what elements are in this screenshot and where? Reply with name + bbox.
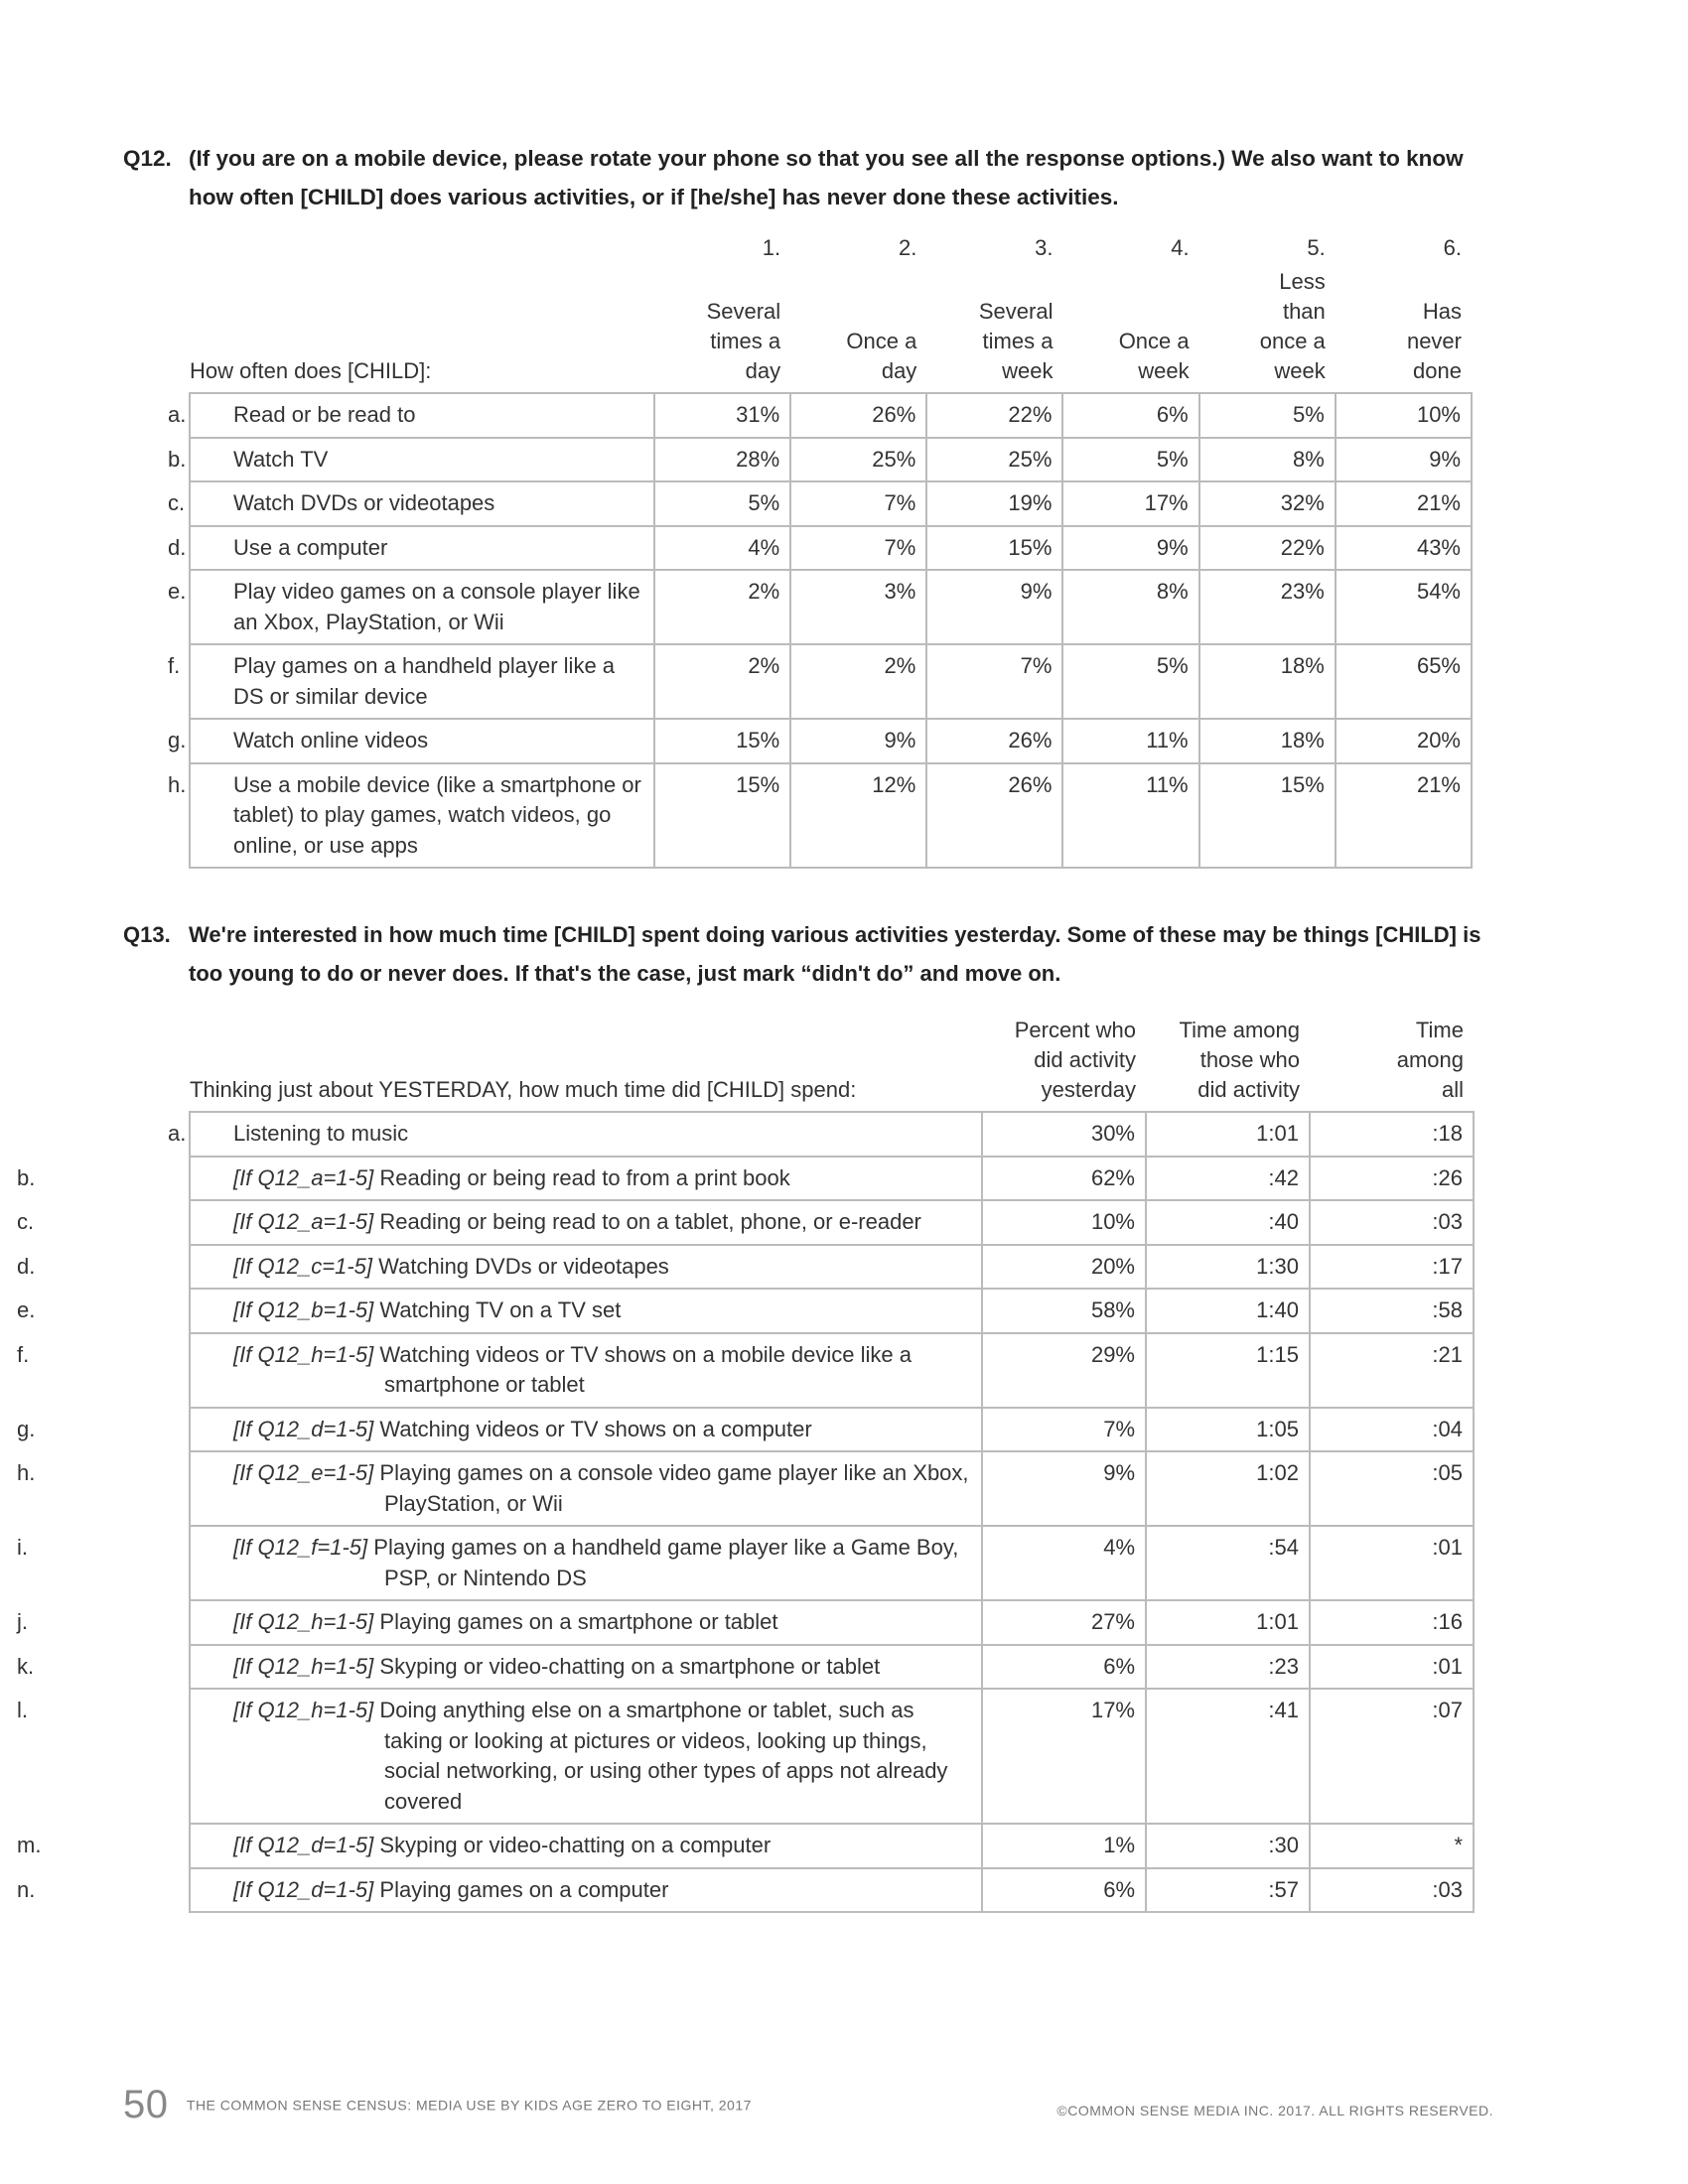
row-value: 15%: [654, 763, 790, 869]
row-value: 19%: [926, 481, 1062, 526]
q13-column-header: [982, 1008, 1146, 1112]
row-condition: [If Q12_h=1-5]: [233, 1698, 374, 1722]
row-letter: e.: [17, 1297, 36, 1322]
row-value: 1:01: [1146, 1112, 1310, 1157]
footer-title: THE COMMON SENSE CENSUS: MEDIA USE BY KIDS AGE ZERO TO EIGHT, 2017: [186, 2097, 752, 2114]
table-row: [190, 1600, 1474, 1645]
row-value: 1:01: [1146, 1600, 1310, 1645]
row-value: 15%: [1199, 763, 1336, 869]
row-value: 23%: [1199, 570, 1336, 644]
table-row: [190, 526, 1472, 571]
table-row: [190, 1157, 1474, 1201]
row-label: [17, 1824, 982, 1868]
table-row: [190, 1200, 1474, 1245]
row-activity: Play games on a handheld player like a DS or similar device: [233, 653, 616, 709]
row-label: [17, 1408, 982, 1452]
row-letter: d.: [17, 1253, 36, 1279]
row-value: 28%: [654, 438, 790, 482]
row-letter: d.: [168, 534, 187, 560]
row-value: 9%: [926, 570, 1062, 644]
row-value: :54: [1146, 1526, 1310, 1600]
row-value: :41: [1146, 1689, 1310, 1824]
row-condition: [If Q12_a=1-5]: [233, 1209, 374, 1234]
column-label: Several times a week: [978, 299, 1054, 383]
row-value: 21%: [1336, 481, 1472, 526]
row-value: 18%: [1199, 719, 1336, 763]
row-activity: Listening to music: [233, 1121, 409, 1146]
row-label: [168, 570, 654, 644]
row-value: 22%: [926, 393, 1062, 438]
row-letter: f.: [168, 653, 181, 678]
row-label: [168, 644, 654, 719]
row-value: :21: [1310, 1333, 1474, 1408]
q12-question: [123, 139, 1493, 216]
row-activity: Watch TV: [233, 446, 329, 472]
column-label: Less than once a week: [1259, 269, 1326, 383]
table-row: [190, 393, 1472, 438]
q13-column-header: [1146, 1008, 1310, 1112]
table-row: [190, 570, 1472, 644]
row-text: [17, 1252, 971, 1283]
row-activity: Use a mobile device (like a smartphone or tablet) to play games, watch videos, go online, or use apps: [233, 771, 641, 858]
row-value: 22%: [1199, 526, 1336, 571]
row-text: [17, 1415, 971, 1445]
row-value: 6%: [982, 1645, 1146, 1690]
row-value: 1:02: [1146, 1451, 1310, 1526]
row-value: 27%: [982, 1600, 1146, 1645]
table-row: [190, 1333, 1474, 1408]
table-row: [190, 1526, 1474, 1600]
row-label: [17, 1333, 982, 1408]
row-value: :03: [1310, 1200, 1474, 1245]
row-activity: Playing games on a console video game player like an Xbox, PlayStation, or Wii: [379, 1460, 969, 1516]
q13-row-header: Thinking just about YESTERDAY, how much time did [CHILD] spend:: [190, 1077, 857, 1102]
row-activity: Reading or being read to on a tablet, phone, or e-reader: [379, 1209, 921, 1234]
row-text: [17, 1533, 971, 1593]
row-value: 1:05: [1146, 1408, 1310, 1452]
row-label: [17, 1645, 982, 1690]
row-activity: Play video games on a console player like an Xbox, PlayStation, or Wii: [233, 579, 640, 634]
row-letter: i.: [17, 1535, 28, 1560]
row-activity: Use a computer: [233, 534, 388, 560]
q12-table: [168, 233, 1473, 869]
row-value: 18%: [1199, 644, 1336, 719]
footer-copyright: ©COMMON SENSE MEDIA INC. 2017. ALL RIGHTS RESERVED.: [1056, 2103, 1493, 2118]
page-footer: [123, 2083, 1493, 2127]
row-value: 5%: [1062, 644, 1198, 719]
row-text: [17, 1458, 971, 1519]
row-value: :03: [1310, 1868, 1474, 1913]
row-label: [17, 1451, 982, 1526]
row-value: 20%: [1336, 719, 1472, 763]
row-value: 11%: [1062, 719, 1198, 763]
column-number: 3.: [1035, 235, 1054, 260]
row-value: 8%: [1199, 438, 1336, 482]
row-letter: c.: [168, 490, 186, 515]
row-activity: Playing games on a handheld game player like a Game Boy, PSP, or Nintendo DS: [373, 1535, 959, 1590]
row-label: [168, 1112, 982, 1157]
row-text: [168, 577, 643, 637]
q13-question: [123, 915, 1493, 993]
row-text: [17, 1207, 971, 1238]
row-letter: l.: [17, 1698, 28, 1722]
q12-column-header: [1336, 233, 1472, 393]
q12-column-header: [1062, 233, 1198, 393]
row-value: 2%: [654, 570, 790, 644]
row-value: :26: [1310, 1157, 1474, 1201]
row-value: 15%: [926, 526, 1062, 571]
row-condition: [If Q12_d=1-5]: [233, 1833, 374, 1857]
row-letter: h.: [17, 1460, 36, 1485]
row-value: 7%: [790, 526, 926, 571]
row-value: 7%: [982, 1408, 1146, 1452]
row-letter: g.: [168, 728, 187, 752]
row-value: 8%: [1062, 570, 1198, 644]
page-number: 50: [123, 2083, 169, 2126]
row-label: [17, 1157, 982, 1201]
row-value: 31%: [654, 393, 790, 438]
q13-table: [17, 1008, 1475, 1913]
row-letter: n.: [17, 1876, 36, 1902]
row-label: [17, 1689, 982, 1824]
row-value: 3%: [790, 570, 926, 644]
row-letter: k.: [17, 1653, 35, 1679]
row-label: [168, 438, 654, 482]
row-value: 2%: [790, 644, 926, 719]
column-label: Time among all: [1396, 1018, 1464, 1102]
row-letter: g.: [17, 1416, 36, 1441]
row-letter: b.: [17, 1164, 36, 1190]
row-value: 25%: [926, 438, 1062, 482]
row-value: 32%: [1199, 481, 1336, 526]
row-condition: [If Q12_d=1-5]: [233, 1416, 374, 1441]
column-label: Time among those who did activity: [1179, 1018, 1300, 1102]
row-label: [168, 763, 654, 869]
row-value: 29%: [982, 1333, 1146, 1408]
row-value: 7%: [790, 481, 926, 526]
row-text: [17, 1652, 971, 1683]
row-label: [17, 1868, 982, 1913]
q13-number: Q13.: [123, 922, 171, 947]
row-activity: Read or be read to: [233, 402, 416, 427]
row-activity: Reading or being read to from a print book: [379, 1164, 790, 1190]
row-value: 62%: [982, 1157, 1146, 1201]
row-condition: [If Q12_a=1-5]: [233, 1164, 374, 1190]
row-text: [17, 1696, 971, 1817]
row-value: 4%: [654, 526, 790, 571]
column-label: Percent who did activity yesterday: [1014, 1018, 1136, 1102]
row-text: [17, 1875, 971, 1906]
row-text: [17, 1340, 971, 1401]
row-activity: Playing games on a smartphone or tablet: [379, 1609, 778, 1634]
row-value: 2%: [654, 644, 790, 719]
q12-text: (If you are on a mobile device, please rotate your phone so that you see all the response options.) We also want to know how often [CHILD] does various activities, or if [he/she] has never done these activities.: [189, 146, 1464, 209]
table-row: [190, 644, 1472, 719]
row-value: 6%: [982, 1868, 1146, 1913]
row-value: 1%: [982, 1824, 1146, 1868]
row-value: :17: [1310, 1245, 1474, 1290]
row-value: 6%: [1062, 393, 1198, 438]
table-row: [190, 1289, 1474, 1333]
table-row: [190, 763, 1472, 869]
q12-column-header: [654, 233, 790, 393]
row-condition: [If Q12_h=1-5]: [233, 1653, 374, 1679]
row-label: [168, 481, 654, 526]
table-row: [190, 1245, 1474, 1290]
row-value: 15%: [654, 719, 790, 763]
row-value: 30%: [982, 1112, 1146, 1157]
row-condition: [If Q12_b=1-5]: [233, 1297, 374, 1322]
column-label: Once a week: [1118, 329, 1190, 383]
row-activity: Watch online videos: [233, 728, 429, 752]
row-text: [168, 488, 643, 519]
row-letter: f.: [17, 1341, 30, 1367]
row-value: :07: [1310, 1689, 1474, 1824]
row-text: [168, 651, 643, 712]
row-label: [17, 1526, 982, 1600]
row-activity: Watching DVDs or videotapes: [378, 1253, 669, 1279]
row-condition: [If Q12_c=1-5]: [233, 1253, 373, 1279]
column-number: 4.: [1171, 235, 1190, 260]
row-letter: c.: [17, 1209, 35, 1234]
row-value: 26%: [790, 393, 926, 438]
table-row: [190, 1824, 1474, 1868]
row-value: 25%: [790, 438, 926, 482]
row-value: 5%: [1199, 393, 1336, 438]
row-label: [17, 1600, 982, 1645]
row-value: 21%: [1336, 763, 1472, 869]
q12-row-header: How often does [CHILD]:: [190, 358, 432, 383]
table-row: [190, 1645, 1474, 1690]
table-row: [190, 719, 1472, 763]
row-value: :05: [1310, 1451, 1474, 1526]
row-value: 10%: [982, 1200, 1146, 1245]
column-number: 5.: [1307, 235, 1326, 260]
row-value: 9%: [982, 1451, 1146, 1526]
row-text: [168, 726, 643, 756]
row-text: [168, 445, 643, 476]
row-value: 9%: [1062, 526, 1198, 571]
row-value: :57: [1146, 1868, 1310, 1913]
q12-column-header: [1199, 233, 1336, 393]
row-value: *: [1310, 1824, 1474, 1868]
column-number: 6.: [1443, 235, 1462, 260]
row-value: 1:15: [1146, 1333, 1310, 1408]
row-value: 20%: [982, 1245, 1146, 1290]
row-label: [168, 526, 654, 571]
row-value: 11%: [1062, 763, 1198, 869]
row-label: [168, 393, 654, 438]
row-value: :01: [1310, 1526, 1474, 1600]
row-text: [168, 533, 643, 564]
column-label: Once a day: [846, 329, 917, 383]
row-value: 10%: [1336, 393, 1472, 438]
row-value: 5%: [1062, 438, 1198, 482]
table-row: [190, 438, 1472, 482]
row-text: [17, 1831, 971, 1861]
table-row: [190, 1112, 1474, 1157]
q12-column-header: [790, 233, 926, 393]
row-value: :04: [1310, 1408, 1474, 1452]
row-activity: Doing anything else on a smartphone or tablet, such as taking or looking at pictures or videos, looking up things, social networking, or using other types of apps not already covered: [379, 1698, 948, 1814]
column-number: 2.: [898, 235, 917, 260]
row-text: [17, 1296, 971, 1326]
row-activity: Watch DVDs or videotapes: [233, 490, 495, 515]
row-value: 58%: [982, 1289, 1146, 1333]
row-condition: [If Q12_h=1-5]: [233, 1341, 374, 1367]
row-value: 26%: [926, 719, 1062, 763]
row-condition: [If Q12_e=1-5]: [233, 1460, 374, 1485]
table-row: [190, 1868, 1474, 1913]
row-value: 43%: [1336, 526, 1472, 571]
row-value: 1:30: [1146, 1245, 1310, 1290]
row-value: :01: [1310, 1645, 1474, 1690]
row-value: :23: [1146, 1645, 1310, 1690]
q13-text: We're interested in how much time [CHILD] spent doing various activities yesterday. Some of these may be things [CHILD] is too young to do or never does. If that's the case, just mark “didn't do” and move on.: [189, 922, 1481, 986]
row-condition: [If Q12_f=1-5]: [233, 1535, 368, 1560]
table-row: [190, 1689, 1474, 1824]
q12-number: Q12.: [123, 146, 172, 171]
column-number: 1.: [762, 235, 781, 260]
row-text: [168, 770, 643, 862]
row-value: :16: [1310, 1600, 1474, 1645]
row-value: 17%: [1062, 481, 1198, 526]
row-value: 4%: [982, 1526, 1146, 1600]
row-letter: a.: [168, 1121, 187, 1146]
row-value: 26%: [926, 763, 1062, 869]
row-label: [168, 719, 654, 763]
row-text: [168, 400, 643, 431]
row-value: 9%: [1336, 438, 1472, 482]
row-label: [17, 1289, 982, 1333]
row-text: [17, 1607, 971, 1638]
row-condition: [If Q12_d=1-5]: [233, 1876, 374, 1902]
row-letter: e.: [168, 579, 187, 604]
row-activity: Playing games on a computer: [379, 1876, 669, 1902]
row-value: 12%: [790, 763, 926, 869]
row-value: :42: [1146, 1157, 1310, 1201]
table-row: [190, 1408, 1474, 1452]
row-value: 9%: [790, 719, 926, 763]
row-letter: b.: [168, 446, 187, 472]
row-label: [17, 1200, 982, 1245]
row-value: 65%: [1336, 644, 1472, 719]
row-activity: Watching videos or TV shows on a mobile device like a smartphone or tablet: [379, 1341, 912, 1397]
row-value: :58: [1310, 1289, 1474, 1333]
row-value: 1:40: [1146, 1289, 1310, 1333]
row-value: 17%: [982, 1689, 1146, 1824]
q12-column-header: [926, 233, 1062, 393]
row-letter: a.: [168, 402, 187, 427]
row-condition: [If Q12_h=1-5]: [233, 1609, 374, 1634]
row-text: [168, 1119, 971, 1150]
row-value: 7%: [926, 644, 1062, 719]
column-label: Has never done: [1406, 299, 1462, 383]
row-letter: j.: [17, 1609, 28, 1634]
row-activity: Watching TV on a TV set: [379, 1297, 622, 1322]
row-label: [17, 1245, 982, 1290]
row-value: :18: [1310, 1112, 1474, 1157]
row-letter: m.: [17, 1833, 42, 1857]
row-value: :30: [1146, 1824, 1310, 1868]
table-row: [190, 1451, 1474, 1526]
row-letter: h.: [168, 771, 187, 797]
row-activity: Watching videos or TV shows on a computer: [379, 1416, 812, 1441]
row-activity: Skyping or video-chatting on a smartphone or tablet: [379, 1653, 881, 1679]
row-text: [17, 1163, 971, 1194]
table-row: [190, 481, 1472, 526]
q13-column-header: [1310, 1008, 1474, 1112]
row-value: 54%: [1336, 570, 1472, 644]
row-activity: Skyping or video-chatting on a computer: [379, 1833, 772, 1857]
row-value: 5%: [654, 481, 790, 526]
column-label: Several times a day: [706, 299, 781, 383]
row-value: :40: [1146, 1200, 1310, 1245]
